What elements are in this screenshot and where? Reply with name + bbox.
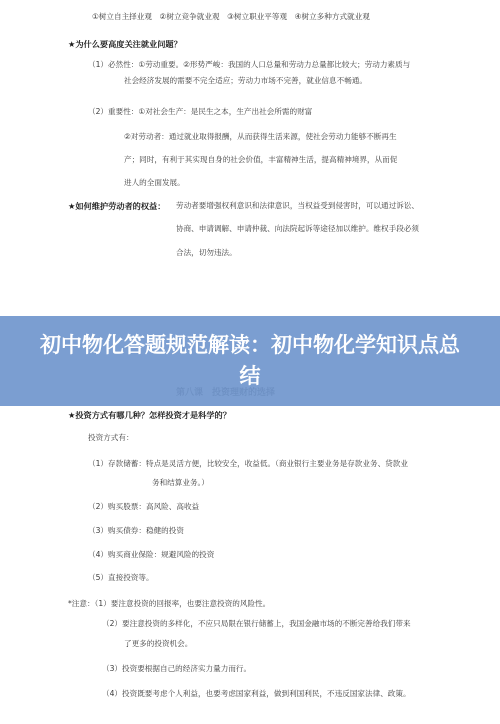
section3-line: 务和结算业务。） — [152, 478, 209, 487]
section2-line: 合法，切勿违法。 — [176, 248, 237, 257]
section1-line: （1）必然性：①劳动重要。②形势严峻：我国的人口总量和劳动力总量都比较大；劳动力素质与 — [88, 60, 411, 69]
section2-line: 协商、申请调解、申请仲裁、向法院起诉等途径加以维护。维权手段必须 — [176, 224, 419, 233]
section3-title: ★投资方式有哪几种？怎样投资才是科学的？ — [68, 410, 231, 420]
top-items-line: ①树立自主择业观 ②树立竞争就业观 ③树立职业平等观 ④树立多种方式就业观 — [92, 12, 370, 21]
section3-line: （3）购买债券：稳健的投资 — [88, 526, 184, 535]
section1-title: ★为什么要高度关注就业问题？ — [68, 39, 182, 49]
section3-line: （2）购买股票：高风险、高收益 — [88, 502, 200, 511]
notes-title: *注意：（1）要注意投资的回报率，也要注意投资的风险性。 — [68, 599, 271, 608]
section3-intro: 投资方式有： — [88, 433, 134, 442]
section3-line: （4）购买商业保险：规避风险的投资 — [88, 550, 215, 559]
notes-line: 了更多的投资机会。 — [124, 639, 193, 648]
notes-line: （2）要注意投资的多样化，不应只局限在银行储蓄上，我国金融市场的不断完善给我们带来 — [102, 619, 411, 628]
section1-line: （2）重要性：①对社会生产：是民生之本，生产出社会所需的财富 — [88, 107, 313, 116]
section1-line: 社会经济发展的需要不完全适应；劳动力市场不完善，就业信息不畅通。 — [124, 76, 367, 85]
notes-line: （4）投资既要考虑个人利益，也要考虑国家利益，做到利国利民，不违反国家法律、政策。 — [102, 689, 411, 698]
title-banner — [0, 316, 500, 406]
section1-line: 进人的全面发展。 — [124, 178, 185, 187]
section2-line: 劳动者要增强权利意识和法律意识，当权益受到侵害时，可以通过诉讼、 — [176, 201, 419, 210]
section3-line: （1）存款储蓄：特点是灵活方便，比较安全，收益低。（商业银行主要业务是存款业务、贷款业 — [88, 459, 408, 468]
notes-line: （3）投资要根据自己的经济实力量力而行。 — [102, 664, 252, 673]
section1-line: ②对劳动者：通过就业取得报酬，从而获得生活来源，使社会劳动力能够不断再生 — [124, 132, 397, 141]
section3-line: （5）直接投资等。 — [88, 573, 154, 582]
section2-title: ★如何维护劳动者的权益： — [68, 201, 166, 211]
section1-line: 产；同时，有利于其实现自身的社会价值，丰富精神生活，提高精神境界，从而促 — [124, 155, 398, 164]
banner-title: 初中物化答题规范解读：初中物化学知识点总结 — [40, 333, 460, 388]
